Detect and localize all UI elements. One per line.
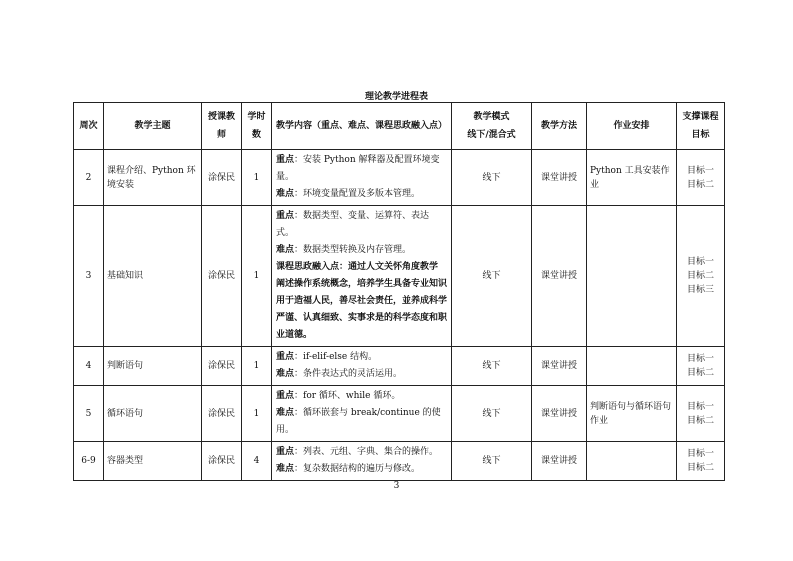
content-text: ：数据类型转换及内存管理。 <box>294 245 412 255</box>
cell-method: 课堂讲授 <box>532 386 587 442</box>
content-text: ：安装 Python 解释器及配置环境变量。 <box>276 155 440 182</box>
cell-content <box>272 150 452 206</box>
content-label: 难点 <box>276 189 295 199</box>
cell-mode: 线下 <box>452 206 532 347</box>
goal-item: 目标一 <box>686 165 714 176</box>
cell-goals <box>677 442 725 481</box>
cell-goals <box>677 386 725 442</box>
cell-week: 6-9 <box>74 442 104 481</box>
cell-hours: 1 <box>242 150 272 206</box>
cell-hours: 1 <box>242 206 272 347</box>
cell-topic: 判断语句 <box>104 347 202 386</box>
header-week: 周次 <box>74 103 104 150</box>
cell-mode: 线下 <box>452 386 532 442</box>
cell-teacher: 涂保民 <box>202 442 242 481</box>
content-item <box>276 405 447 439</box>
content-label: 难点 <box>276 464 295 474</box>
cell-goals <box>677 150 725 206</box>
cell-content <box>272 442 452 481</box>
cell-week: 5 <box>74 386 104 442</box>
table-title: 理论教学进程表 <box>364 92 428 102</box>
content-item <box>276 349 447 366</box>
cell-topic: 容器类型 <box>104 442 202 481</box>
teaching-schedule-table <box>73 102 725 481</box>
content-text: ：条件表达式的灵活运用。 <box>294 369 403 379</box>
table-row <box>74 386 725 442</box>
cell-method: 课堂讲授 <box>532 442 587 481</box>
content-item <box>276 259 447 344</box>
content-item <box>276 444 447 461</box>
table-row <box>74 442 725 481</box>
content-item <box>276 461 447 478</box>
content-label: 重点 <box>276 155 295 165</box>
goal-item: 目标二 <box>686 463 714 473</box>
cell-hours: 1 <box>242 347 272 386</box>
content-label: 课程思政融入点 <box>276 262 340 272</box>
content-text: ：环境变量配置及多版本管理。 <box>294 189 421 199</box>
page-number: 3 <box>393 481 400 491</box>
content-item <box>276 208 447 242</box>
content-item <box>276 366 447 383</box>
goal-item: 目标二 <box>686 368 714 378</box>
content-item <box>276 186 447 203</box>
content-text: ：数据类型、变量、运算符、表达式。 <box>276 211 430 238</box>
cell-method: 课堂讲授 <box>532 206 587 347</box>
header-hours: 学时数 <box>242 103 272 150</box>
goal-item: 目标一 <box>686 354 714 364</box>
header-method: 教学方法 <box>532 103 587 150</box>
header-teacher: 授课教师 <box>202 103 242 150</box>
cell-goals <box>677 206 725 347</box>
content-text: ：列表、元组、字典、集合的操作。 <box>294 447 439 457</box>
header-mode-line2: 线下/混合式 <box>467 130 516 140</box>
cell-teacher: 涂保民 <box>202 386 242 442</box>
content-label: 难点 <box>276 408 295 418</box>
cell-method: 课堂讲授 <box>532 347 587 386</box>
cell-homework <box>587 442 677 481</box>
cell-content <box>272 206 452 347</box>
goal-item: 目标二 <box>686 179 714 190</box>
content-item <box>276 242 447 259</box>
content-text: ：if-elif-else 结构。 <box>294 352 378 362</box>
cell-homework <box>587 206 677 347</box>
cell-content <box>272 347 452 386</box>
header-mode-line1: 教学模式 <box>473 112 510 122</box>
table-row <box>74 347 725 386</box>
cell-week: 4 <box>74 347 104 386</box>
cell-content <box>272 386 452 442</box>
cell-week: 2 <box>74 150 104 206</box>
content-label: 重点 <box>276 447 295 457</box>
content-label: 难点 <box>276 369 295 379</box>
goal-item: 目标一 <box>686 257 714 267</box>
header-row <box>74 103 725 150</box>
goal-item: 目标二 <box>686 271 714 281</box>
cell-topic: 循环语句 <box>104 386 202 442</box>
cell-method: 课堂讲授 <box>532 150 587 206</box>
cell-topic: 基础知识 <box>104 206 202 347</box>
content-item <box>276 388 447 405</box>
header-mode <box>452 103 532 150</box>
cell-teacher: 涂保民 <box>202 206 242 347</box>
content-label: 重点 <box>276 391 295 401</box>
goal-item: 目标一 <box>686 401 714 412</box>
cell-homework: Python 工具安装作业 <box>587 150 677 206</box>
goal-item: 目标一 <box>686 449 714 459</box>
content-text: ：复杂数据结构的遍历与修改。 <box>294 464 421 474</box>
header-content: 教学内容（重点、难点、课程思政融入点） <box>272 103 452 150</box>
cell-goals <box>677 347 725 386</box>
cell-teacher: 涂保民 <box>202 150 242 206</box>
goal-item: 目标二 <box>686 415 714 426</box>
cell-homework <box>587 347 677 386</box>
cell-topic: 课程介绍、Python 环境安装 <box>104 150 202 206</box>
table-row <box>74 150 725 206</box>
header-goals: 支撑课程目标 <box>677 103 725 150</box>
content-label: 难点 <box>276 245 295 255</box>
cell-teacher: 涂保民 <box>202 347 242 386</box>
content-text: ：for 循环、while 循环。 <box>294 391 401 401</box>
content-label: 重点 <box>276 352 295 362</box>
content-item <box>276 152 447 186</box>
header-homework: 作业安排 <box>587 103 677 150</box>
content-text: ：循环嵌套与 break/continue 的使用。 <box>276 408 441 435</box>
table-row <box>74 206 725 347</box>
header-topic: 教学主题 <box>104 103 202 150</box>
goal-item: 目标三 <box>686 285 714 295</box>
cell-mode: 线下 <box>452 442 532 481</box>
content-label: 重点 <box>276 211 295 221</box>
content-text: ：通过人文关怀角度教学阐述操作系统概念，培养学生具备专业知识用于造福人民，善尽社会责任，並养成科学严谨、认真细致、实事求是的科学态度和职业道德。 <box>276 262 448 340</box>
cell-mode: 线下 <box>452 347 532 386</box>
cell-week: 3 <box>74 206 104 347</box>
cell-hours: 4 <box>242 442 272 481</box>
cell-homework: 判断语句与循环语句作业 <box>587 386 677 442</box>
cell-mode: 线下 <box>452 150 532 206</box>
cell-hours: 1 <box>242 386 272 442</box>
